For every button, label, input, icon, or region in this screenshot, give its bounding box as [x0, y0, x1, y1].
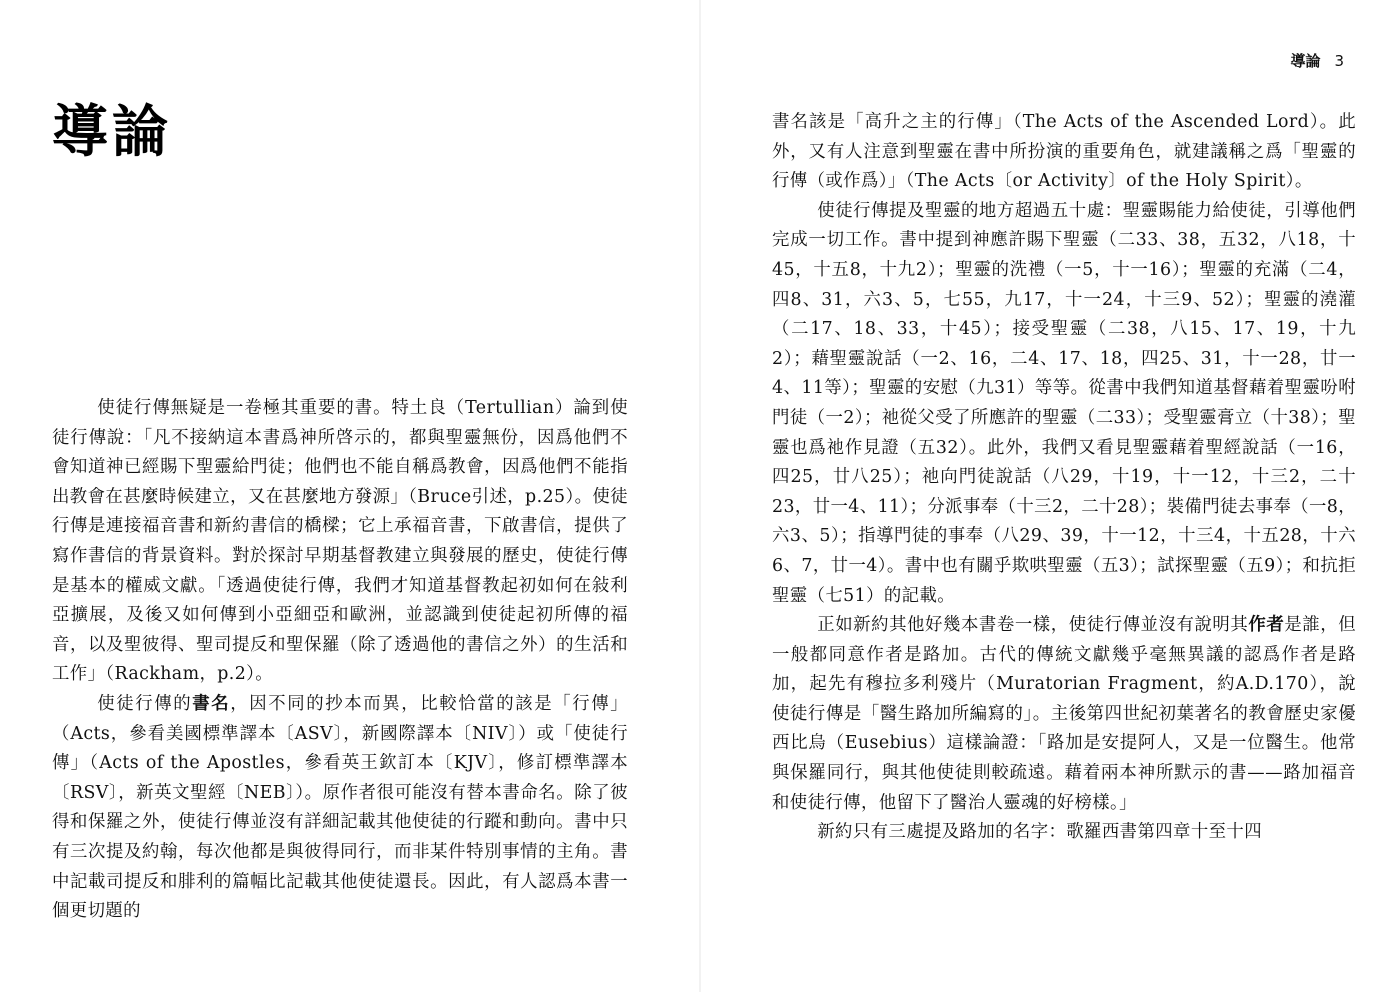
chapter-title: 導論 [52, 100, 172, 165]
text-run: 使徒行傳提及聖靈的地方超過五十處：聖靈賜能力給使徒，引導他們完成一切工作。書中提到神應許賜下聖靈（二33、38，五32，八18，十45，十五8，十九2）；聖靈的洗禮（一5，十一16）；聖靈的充滿（二4，四8、31，六3、5，七55，九17，十一24，十三9、52）；聖靈的澆灌（二17、18、33，十45）；接受聖靈（二38，八15、17、19，十九2）；藉聖靈說話（一2、16，二4、17、18，四25、31，十一28，廿一4、11等）；聖靈的安慰（九31）等等。從書中我們知道基督藉着聖靈吩咐門徒（一2）；祂從父受了所應許的聖靈（二33）；受聖靈膏立（十38）；聖靈也爲祂作見證（五32）。此外，我們又看見聖靈藉着聖經說話（一16，四25，廿八25）；祂向門徒說話（八29，十19，十一12，十三2，二十23，廿一4、11）；分派事奉（十三2，二十28）；裝備門徒去事奉（一8，六3、5）；指導門徒的事奉（八29、39，十一12，十三4，十五28，十六6、7，廿一4）。書中也有關乎欺哄聖靈（五3）；試探聖靈（五9）；和抗拒聖靈（七51）的記載。 [772, 200, 1356, 606]
right-page [700, 0, 1400, 992]
right-page-body [772, 108, 1356, 848]
emphasized-term: 書名 [192, 693, 231, 714]
holy-spirit-paragraph [772, 197, 1356, 611]
text-run: ，因不同的抄本而異，比較恰當的該是「行傳」（Acts，參看美國標準譯本〔ASV〕，新國際譯本〔NIV〕）或「使徒行傳」（Acts of the Apostles，參看英王欽訂本〔KJV〕，修訂標準譯本〔RSV〕，新英文聖經〔NEB〕）。原作者很可能沒有替本書命名。除了彼得和保羅之外，使徒行傳並沒有詳細記載其他使徒的行蹤和動向。書中只有三次提及約翰，每次他都是與彼得同行，而非某件特別事情的主角。書中記載司提反和腓利的篇幅比記載其他使徒還長。因此，有人認爲本書一個更切題的 [52, 693, 628, 922]
book-title-paragraph [52, 690, 628, 927]
running-header-title: 導論 [1290, 52, 1321, 70]
text-run: 正如新約其他好幾本書卷一樣，使徒行傳並沒有說明其 [817, 615, 1249, 636]
emphasized-term: 作者 [1248, 615, 1285, 636]
text-run: 使徒行傳無疑是一卷極其重要的書。特土良（Tertullian）論到使徒行傳說：「凡不接納這本書爲神所啓示的，都與聖靈無份，因爲他們不會知道神已經賜下聖靈給門徒；他們也不能自稱爲教會，因爲他們不能指出教會在甚麼時候建立，又在甚麼地方發源」（Bruce引述，p.25）。使徒行傳是連接福音書和新約書信的橋樑；它上承福音書，下啟書信，提供了寫作書信的背景資料。對於探討早期基督教建立與發展的歷史，使徒行傳是基本的權威文獻。「透過使徒行傳，我們才知道基督教起初如何在敍利亞擴展，及後又如何傳到小亞細亞和歐洲，並認識到使徒起初所傳的福音，以及聖彼得、聖司提反和聖保羅（除了透過他的書信之外）的生活和工作」（Rackham，p.2）。 [52, 398, 628, 685]
text-run: 書名該是「高升之主的行傳」（The Acts of the Ascended Lord）。此外，又有人注意到聖靈在書中所扮演的重要角色，就建議稱之爲「聖靈的行傳（或作爲）」（The Acts〔or Activity〕of the Holy Spirit）。 [772, 112, 1356, 192]
luke-name-paragraph [772, 818, 1356, 848]
author-paragraph [772, 611, 1356, 818]
running-header [1290, 50, 1344, 71]
left-page-body [52, 394, 628, 927]
title-continuation-paragraph [772, 108, 1356, 197]
page-number: 3 [1334, 52, 1344, 70]
text-run: 新約只有三處提及路加的名字：歌羅西書第四章十至十四 [817, 822, 1263, 843]
text-run: 使徒行傳的 [97, 693, 193, 714]
intro-paragraph [52, 394, 628, 690]
text-run: 是誰，但一般都同意作者是路加。古代的傳統文獻幾乎毫無異議的認爲作者是路加，起先有穆拉多利殘片（Muratorian Fragment，約A.D.170），說使徒行傳是「醫生路加所編寫的」。主後第四世紀初葉著名的教會歷史家優西比烏（Eusebius）這樣論證：「路加是安提阿人，又是一位醫生。他常與保羅同行，與其他使徒則較疏遠。藉着兩本神所默示的書——路加福音和使徒行傳，他留下了醫治人靈魂的好榜樣。」 [772, 615, 1356, 813]
